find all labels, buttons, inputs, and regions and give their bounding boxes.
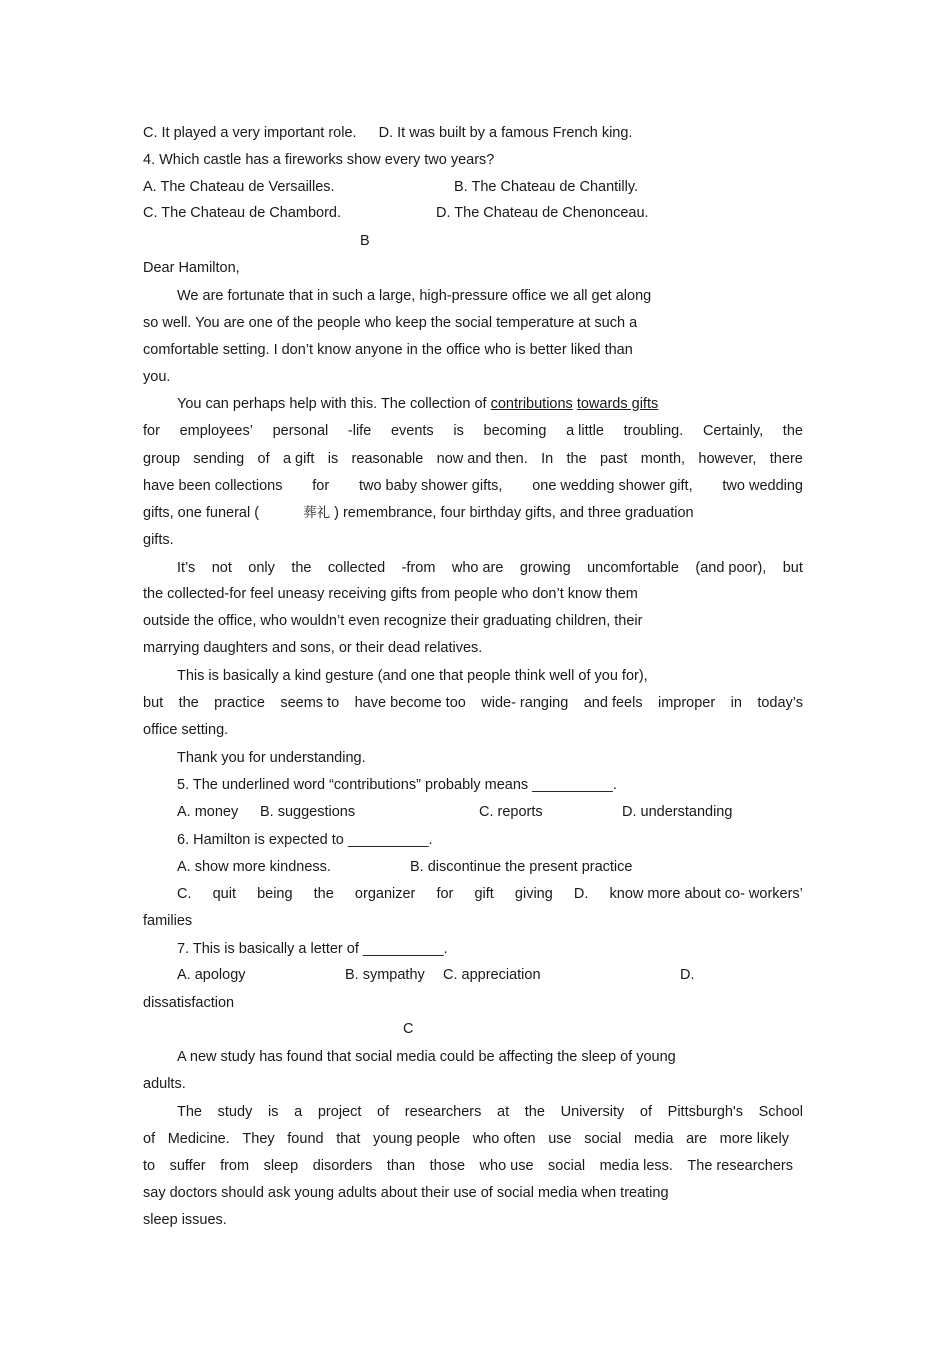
q3-option-d: D. It was built by a famous French king. [378,125,633,141]
word: employees’ [179,423,253,439]
q5-option-d: D. understanding [622,804,733,820]
q3-options-cd [143,123,803,143]
q6-option-d-wrap: families [143,913,193,929]
word: now and then. [436,451,528,467]
word: the [566,451,587,467]
word: of [377,1104,390,1120]
word: Certainly, [702,423,764,439]
word: for [436,886,454,902]
word: that [336,1131,361,1147]
word: the [782,423,803,439]
underlined-word-contributions: contributions [490,396,573,412]
word: personal [272,423,329,439]
word: for [312,478,330,494]
p2-line-6: gifts. [143,532,174,548]
word: study [217,1104,253,1120]
word: use [548,1131,572,1147]
word: but [782,560,803,576]
word: quit [212,886,236,902]
word: University [560,1104,625,1120]
word: giving [514,886,553,902]
p4-line-1: This is basically a kind gesture (and one that people think well of you for), [177,668,648,684]
word: two baby shower gifts, [358,478,503,494]
word: than [386,1158,416,1174]
c-p1-line-1: A new study has found that social media could be affecting the sleep of young [177,1049,676,1065]
word: School [758,1104,803,1120]
q3-option-c: C. It played a very important role. [143,125,357,141]
word: Pittsburgh's [667,1104,743,1120]
word: know more about co- workers’ [609,886,803,902]
word: C. [177,886,192,902]
q5-option-a: A. money [177,804,239,820]
word: -from [401,560,436,576]
word: sleep [263,1158,299,1174]
word: social [584,1131,622,1147]
p3-line-2: the collected-for feel uneasy receiving gifts from people who don’t know them [143,586,638,602]
word: The [177,1104,202,1120]
word: becoming [483,423,547,439]
word: -life [347,423,372,439]
section-b-heading: B [360,233,370,249]
q4-option-b: B. The Chateau de Chantilly. [454,179,639,195]
q6-option-a: A. show more kindness. [177,859,331,875]
word: have been collections [143,478,283,494]
word: past [599,451,628,467]
p2-line-5 [143,503,803,523]
c-p2-line-2 [143,1129,789,1149]
word: suffer [169,1158,206,1174]
word: improper [657,695,716,711]
word: In [541,451,554,467]
word: month, [640,451,686,467]
p1-line-3: comfortable setting. I don’t know anyone in the office who is better liked than [143,342,633,358]
word: have become too [354,695,466,711]
p2-line-4 [143,476,803,496]
word: wide- ranging [481,695,569,711]
word: D. [573,886,589,902]
p1-line-4: you. [143,369,171,385]
q4-question: 4. Which castle has a fireworks show every two years? [143,152,495,168]
word: who are [451,560,504,576]
closing-line: Thank you for understanding. [177,750,366,766]
word: reasonable [351,451,424,467]
word: The researchers [687,1158,793,1174]
q7-option-d-wrap: dissatisfaction [143,995,235,1011]
word: and feels [583,695,643,711]
p4-line-2 [143,693,803,713]
word: media [633,1131,674,1147]
salutation: Dear Hamilton, [143,260,240,276]
q7-question: 7. This is basically a letter of __________. [177,941,448,957]
word: organizer [354,886,416,902]
word: disorders [312,1158,373,1174]
p2-line-5-post: ) remembrance, four birthday gifts, and three graduation [334,505,694,521]
word: uncomfortable [587,560,679,576]
word: is [267,1104,279,1120]
p1-line-1: We are fortunate that in such a large, high-pressure office we all get along [177,288,652,304]
word: for [143,423,160,439]
word: a gift [282,451,315,467]
word: sending [193,451,245,467]
word: They [242,1131,275,1147]
c-p2-line-5: sleep issues. [143,1212,227,1228]
word: (and poor), [695,560,767,576]
q5-option-c: C. reports [479,804,543,820]
word: at [497,1104,510,1120]
word: collected [327,560,386,576]
word: group [143,451,181,467]
word: of [143,1131,156,1147]
word: to [143,1158,156,1174]
word: It’s [177,560,196,576]
word: the [178,695,199,711]
word: from [220,1158,250,1174]
word: being [257,886,293,902]
word: but [143,695,164,711]
p4-line-3: office setting. [143,722,229,738]
section-c-heading: C [403,1021,414,1037]
word: gift [474,886,494,902]
c-p1-line-2: adults. [143,1076,186,1092]
p2-line-3 [143,449,803,469]
word: there [769,451,803,467]
word: of [639,1104,652,1120]
q7-option-d: D. [680,967,695,983]
p1-line-2: so well. You are one of the people who keep the social temperature at such a [143,315,638,331]
word: of [257,451,270,467]
q4-option-a: A. The Chateau de Versailles. [143,179,335,195]
word: two wedding [722,478,803,494]
word: troubling. [623,423,684,439]
word: researchers [404,1104,482,1120]
p2-line-1-pre: You can perhaps help with this. The collection of [177,396,487,412]
q7-option-a: A. apology [177,967,246,983]
p2-line-5-pre: gifts, one funeral ( [143,505,260,521]
p3-line-3: outside the office, who wouldn’t even recognize their graduating children, their [143,613,643,629]
q6-question: 6. Hamilton is expected to __________. [177,832,433,848]
p2-line-2 [143,421,803,441]
word: the [524,1104,545,1120]
p3-line-4: marrying daughters and sons, or their dead relatives. [143,640,483,656]
word: practice [214,695,265,711]
word: social [548,1158,586,1174]
word: young people [373,1131,461,1147]
word: who often [472,1131,536,1147]
q6-option-b: B. discontinue the present practice [410,859,633,875]
word: more likely [719,1131,789,1147]
word: seems to [280,695,340,711]
q7-option-c: C. appreciation [443,967,541,983]
p3-line-1 [177,558,803,578]
word: a [294,1104,303,1120]
word: events [390,423,434,439]
q6-options-cd [177,884,803,904]
q5-question: 5. The underlined word “contributions” probably means __________. [177,777,617,793]
word: Medicine. [167,1131,230,1147]
cjk-gloss-funeral: 葬礼 [303,505,331,521]
q5-option-b: B. suggestions [260,804,356,820]
word: who use [479,1158,534,1174]
word: growing [519,560,571,576]
word: is [453,423,464,439]
p2-line-1 [177,394,803,414]
q4-option-d: D. The Chateau de Chenonceau. [436,205,649,221]
word: a little [566,423,604,439]
p2-line-1-post: towards gifts [576,396,659,412]
word: one wedding shower gift, [532,478,693,494]
word: not [211,560,232,576]
word: media less. [599,1158,673,1174]
q7-option-b: B. sympathy [345,967,425,983]
word: project [317,1104,362,1120]
c-p2-line-1 [177,1102,803,1122]
word: are [686,1131,708,1147]
word: however, [698,451,757,467]
word: found [287,1131,324,1147]
c-p2-line-4: say doctors should ask young adults about their use of social media when treating [143,1185,669,1201]
word: is [327,451,339,467]
word: in [730,695,742,711]
q4-option-c: C. The Chateau de Chambord. [143,205,342,221]
word: only [248,560,275,576]
word: today’s [757,695,803,711]
word: those [429,1158,466,1174]
c-p2-line-3 [143,1156,793,1176]
word: the [291,560,312,576]
word: the [313,886,334,902]
